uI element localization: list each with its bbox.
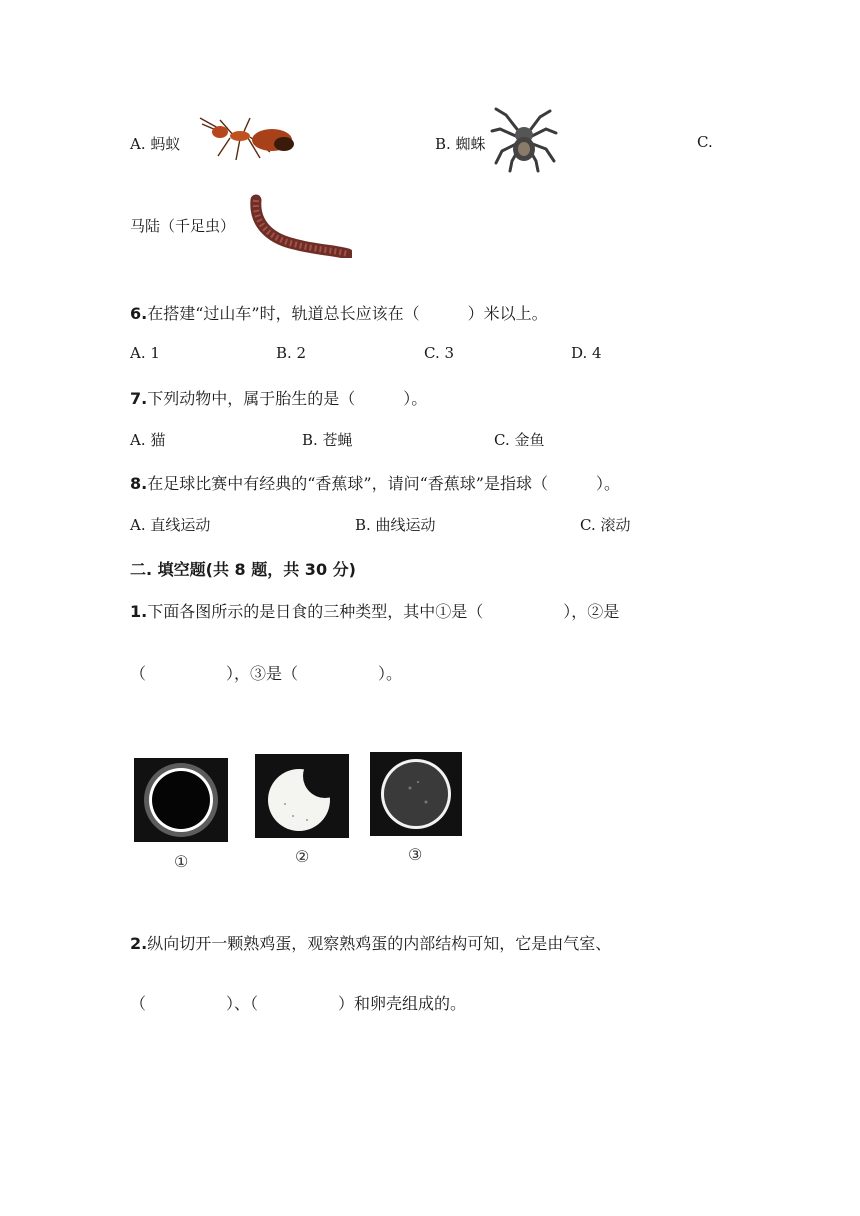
- question-number: 1.: [130, 602, 148, 621]
- question-text: 下列动物中，属于胎生的是（ ）。: [147, 389, 428, 408]
- eclipse-label-3: ③: [408, 845, 423, 864]
- q5-option-b: B. 蜘蛛: [435, 135, 486, 153]
- question-text: 在搭建“过山车”时，轨道总长应该在（ ）米以上。: [147, 304, 548, 323]
- question-number: 7.: [130, 389, 148, 408]
- fill-question-1-line-2: （ ），③是（ ）。: [130, 664, 403, 683]
- question-number: 8.: [130, 474, 148, 493]
- q6-option-d: D. 4: [571, 344, 602, 362]
- q6-option-c: C. 3: [424, 344, 455, 362]
- eclipse-label-1: ①: [174, 852, 189, 871]
- fill-question-1-line-1: [130, 599, 619, 622]
- fill-question-2-line-1: [130, 931, 611, 954]
- q7-option-a: A. 猫: [130, 431, 166, 449]
- question-8: [130, 471, 620, 494]
- spider-icon: [488, 103, 560, 175]
- question-text: 下面各图所示的是日食的三种类型，其中①是（ ），②是: [147, 602, 620, 621]
- question-7: [130, 386, 427, 409]
- q8-option-a: A. 直线运动: [130, 516, 211, 534]
- q6-option-b: B. 2: [276, 344, 307, 362]
- q8-option-b: B. 曲线运动: [355, 516, 436, 534]
- q5-option-c-letter: C.: [697, 133, 713, 151]
- eclipse-label-2: ②: [295, 847, 310, 866]
- section-title: 二. 填空题(共 8 题，共 30 分): [130, 560, 356, 579]
- q6-option-a: A. 1: [130, 344, 160, 362]
- question-6: [130, 301, 548, 324]
- q8-option-c: C. 滚动: [580, 516, 631, 534]
- question-number: 2.: [130, 934, 148, 953]
- q5-option-a: A. 蚂蚁: [130, 135, 181, 153]
- question-text: 在足球比赛中有经典的“香蕉球”，请问“香蕉球”是指球（ ）。: [147, 474, 620, 493]
- q7-option-b: B. 苍蝇: [302, 431, 353, 449]
- question-text: 纵向切开一颗熟鸡蛋，观察熟鸡蛋的内部结构可知，它是由气室、: [147, 934, 612, 953]
- question-number: 6.: [130, 304, 148, 323]
- q5-option-c-text: 马陆（千足虫）: [130, 217, 236, 235]
- ant-icon: [190, 112, 305, 164]
- fill-question-2-line-2: （ ）、（ ）和卵壳组成的。: [130, 994, 467, 1013]
- millipede-icon: [248, 192, 352, 258]
- q7-option-c: C. 金鱼: [494, 431, 545, 449]
